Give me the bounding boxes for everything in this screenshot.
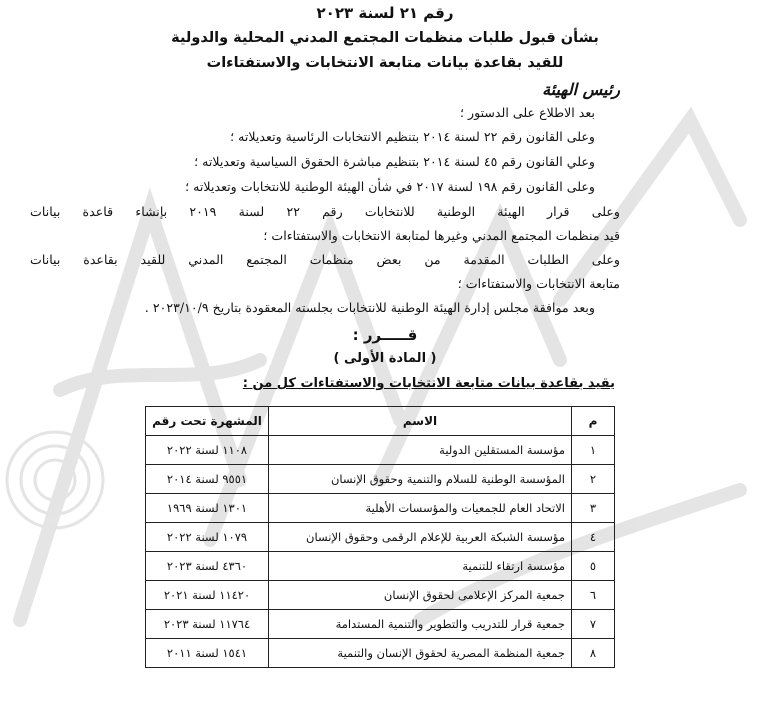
row-name: الاتحاد العام للجمعيات والمؤسسات الأهلية <box>269 494 572 523</box>
decree-number: رقم ٢١ لسنة ٢٠٢٣ <box>316 4 454 22</box>
row-reg: ١١٤٢٠ لسنة ٢٠٢١ <box>146 581 269 610</box>
row-num: ٢ <box>572 465 615 494</box>
row-name: مؤسسة ارتقاء للتنمية <box>269 552 572 581</box>
table-row <box>146 610 615 639</box>
table-row <box>146 552 615 581</box>
preamble-line-8: متابعة الانتخابات والاستفتاءات ؛ <box>457 276 620 291</box>
row-reg: ٤٣٦٠ لسنة ٢٠٢٣ <box>146 552 269 581</box>
row-name: جمعية المركز الإعلامى لحقوق الإنسان <box>269 581 572 610</box>
row-num: ٨ <box>572 639 615 668</box>
article-clause: يقيد بقاعدة بيانات متابعة الانتخابات والاستفتاءات كل من : <box>242 376 615 391</box>
row-reg: ١٥٤١ لسنة ٢٠١١ <box>146 639 269 668</box>
row-name: مؤسسة الشبكة العربية للإعلام الرقمى وحقوق الإنسان <box>269 523 572 552</box>
row-num: ٣ <box>572 494 615 523</box>
subject-line-1: بشأن قبول طلبات منظمات المجتمع المدني المحلية والدولية <box>171 30 599 46</box>
row-num: ١ <box>572 436 615 465</box>
preamble-line-6: قيد منظمات المجتمع المدني وغيرها لمتابعة الانتخابات والاستفتاءات ؛ <box>263 228 620 243</box>
row-reg: ١٠٧٩ لسنة ٢٠٢٢ <box>146 523 269 552</box>
row-reg: ١٣٠١ لسنة ١٩٦٩ <box>146 494 269 523</box>
preamble-line-1: بعد الاطلاع على الدستور ؛ <box>459 105 595 120</box>
table-row <box>146 436 615 465</box>
row-reg: ١١٧٦٤ لسنة ٢٠٢٣ <box>146 610 269 639</box>
row-num: ٧ <box>572 610 615 639</box>
preamble-line-4: وعلى القانون رقم ١٩٨ لسنة ٢٠١٧ في شأن الهيئة الوطنية للانتخابات وتعديلاته ؛ <box>185 179 595 194</box>
organizations-table <box>145 406 615 668</box>
preamble-line-2: وعلى القانون رقم ٢٢ لسنة ٢٠١٤ بتنظيم الانتخابات الرئاسية وتعديلاته ؛ <box>230 129 595 144</box>
row-num: ٥ <box>572 552 615 581</box>
table-header-row <box>146 407 615 436</box>
row-name: جمعية المنظمة المصرية لحقوق الإنسان والتنمية <box>269 639 572 668</box>
preamble-line-9: وبعد موافقة مجلس إدارة الهيئة الوطنية للانتخابات بجلسته المعقودة بتاريخ ٢٠٢٣/١٠/٩ . <box>144 300 595 315</box>
table-row <box>146 465 615 494</box>
header-reg: المشهرة تحت رقم <box>146 407 269 436</box>
header-num: م <box>572 407 615 436</box>
header-name: الاسم <box>269 407 572 436</box>
preamble-line-7: وعلى الطلبات المقدمة من بعض منظمات المجتمع المدني للقيد بقاعدة بيانات <box>30 252 620 267</box>
table-row <box>146 494 615 523</box>
table-row <box>146 639 615 668</box>
row-num: ٤ <box>572 523 615 552</box>
row-name: جمعية قرار للتدريب والتطوير والتنمية المستدامة <box>269 610 572 639</box>
preamble-line-5: وعلى قرار الهيئة الوطنية للانتخابات رقم ٢٢ لسنة ٢٠١٩ بإنشاء قاعدة بيانات <box>30 204 620 219</box>
row-name: المؤسسة الوطنية للسلام والتنمية وحقوق الإنسان <box>269 465 572 494</box>
row-num: ٦ <box>572 581 615 610</box>
table-row <box>146 581 615 610</box>
row-name: مؤسسة المستقلين الدولية <box>269 436 572 465</box>
table-row <box>146 523 615 552</box>
decree-word: قـــــرر : <box>352 326 418 344</box>
row-reg: ١١٠٨ لسنة ٢٠٢٢ <box>146 436 269 465</box>
chairman-heading: رئيس الهيئة <box>542 80 620 99</box>
subject-line-2: للقيد بقاعدة بيانات متابعة الانتخابات والاستفتاءات <box>206 55 564 71</box>
article-title: ( المادة الأولى ) <box>333 351 437 366</box>
preamble-line-3: وعلي القانون رقم ٤٥ لسنة ٢٠١٤ بتنظيم مباشرة الحقوق السياسية وتعديلاته ؛ <box>194 154 595 169</box>
row-reg: ٩٥٥١ لسنة ٢٠١٤ <box>146 465 269 494</box>
